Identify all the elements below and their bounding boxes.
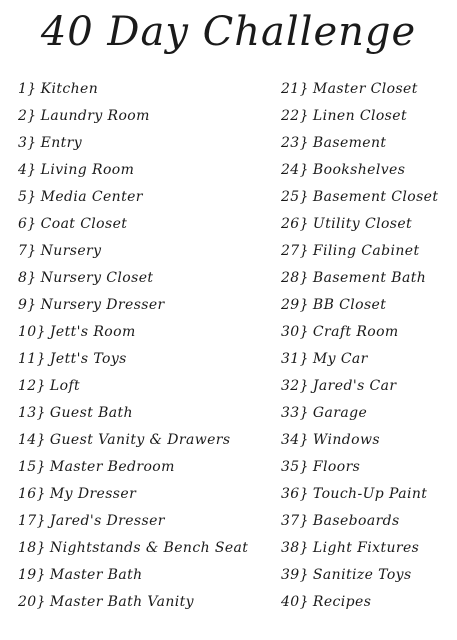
item-number: 31} [281,351,309,367]
item-label: Guest Bath [49,405,133,421]
item-number: 30} [281,324,309,340]
item-number: 18} [18,540,46,556]
list-item [18,238,278,265]
item-number: 2} [18,108,37,124]
item-label: Recipes [312,594,372,610]
item-number: 36} [281,486,309,502]
item-number: 1} [18,81,37,97]
item-number: 28} [281,270,309,286]
list-item [18,292,278,319]
item-number: 6} [18,216,37,232]
list-item [281,454,457,481]
item-label: Basement Bath [312,270,427,286]
list-item [281,481,457,508]
list-item [281,562,457,589]
list-item [281,238,457,265]
list-item [18,76,278,103]
list-item [281,76,457,103]
list-item [281,427,457,454]
item-number: 21} [281,81,309,97]
right-column-list [281,76,457,616]
item-label: Nightstands & Bench Seat [49,540,249,556]
item-number: 11} [18,351,46,367]
item-number: 37} [281,513,309,529]
item-number: 24} [281,162,309,178]
item-number: 14} [18,432,46,448]
item-label: Jared's Dresser [49,513,165,529]
item-label: My Car [312,351,368,367]
item-label: Media Center [40,189,143,205]
item-label: Filing Cabinet [312,243,420,259]
item-number: 20} [18,594,46,610]
item-label: My Dresser [49,486,137,502]
item-number: 12} [18,378,46,394]
list-item [18,211,278,238]
list-item [281,265,457,292]
list-item [18,400,278,427]
list-item [281,292,457,319]
list-item [281,373,457,400]
item-number: 7} [18,243,37,259]
item-label: Kitchen [40,81,99,97]
item-label: Jett's Room [49,324,136,340]
item-number: 17} [18,513,46,529]
list-item [18,184,278,211]
item-number: 19} [18,567,46,583]
item-number: 5} [18,189,37,205]
list-item [281,346,457,373]
list-item [281,103,457,130]
item-label: Light Fixtures [312,540,420,556]
item-label: Nursery Dresser [40,297,165,313]
item-number: 3} [18,135,37,151]
page-title: 40 Day Challenge [40,9,417,55]
item-label: Bookshelves [312,162,406,178]
item-label: Coat Closet [40,216,128,232]
item-number: 26} [281,216,309,232]
item-label: Nursery Closet [40,270,154,286]
item-label: Basement Closet [312,189,439,205]
list-item [18,481,278,508]
list-item [18,454,278,481]
item-number: 27} [281,243,309,259]
item-label: Loft [49,378,81,394]
item-number: 32} [281,378,309,394]
item-label: Jett's Toys [49,351,127,367]
item-label: Entry [40,135,83,151]
list-item [18,373,278,400]
list-item [18,319,278,346]
item-number: 35} [281,459,309,475]
item-number: 29} [281,297,309,313]
list-item [281,400,457,427]
list-item [18,346,278,373]
item-number: 39} [281,567,309,583]
item-label: Garage [312,405,368,421]
list-item [281,319,457,346]
item-number: 9} [18,297,37,313]
item-number: 4} [18,162,37,178]
item-label: Craft Room [312,324,399,340]
item-label: Jared's Car [312,378,397,394]
list-item [18,265,278,292]
item-number: 8} [18,270,37,286]
item-label: Windows [312,432,380,448]
list-item [281,589,457,616]
list-item [281,157,457,184]
list-item [18,589,278,616]
item-label: Master Bedroom [49,459,175,475]
item-number: 22} [281,108,309,124]
item-label: Master Bath Vanity [49,594,194,610]
left-column-list [18,76,278,616]
item-label: Guest Vanity & Drawers [49,432,231,448]
item-number: 38} [281,540,309,556]
item-number: 16} [18,486,46,502]
item-label: Basement [312,135,387,151]
list-item [281,508,457,535]
item-label: Laundry Room [40,108,150,124]
item-label: Baseboards [312,513,400,529]
list-item [18,103,278,130]
list-item [18,562,278,589]
list-item [18,535,278,562]
item-label: Floors [312,459,361,475]
item-label: Master Bath [49,567,143,583]
item-label: Nursery [40,243,102,259]
item-number: 15} [18,459,46,475]
item-label: Touch-Up Paint [312,486,428,502]
item-number: 13} [18,405,46,421]
item-number: 23} [281,135,309,151]
list-item [18,130,278,157]
item-number: 40} [281,594,309,610]
item-number: 34} [281,432,309,448]
list-item [281,130,457,157]
item-label: Living Room [40,162,135,178]
item-number: 25} [281,189,309,205]
item-number: 33} [281,405,309,421]
item-label: Sanitize Toys [312,567,412,583]
list-item [18,157,278,184]
item-label: Linen Closet [312,108,407,124]
item-label: BB Closet [312,297,387,313]
list-item [18,427,278,454]
list-item [18,508,278,535]
list-item [281,211,457,238]
item-label: Master Closet [312,81,418,97]
item-number: 10} [18,324,46,340]
list-item [281,535,457,562]
item-label: Utility Closet [312,216,413,232]
list-item [281,184,457,211]
